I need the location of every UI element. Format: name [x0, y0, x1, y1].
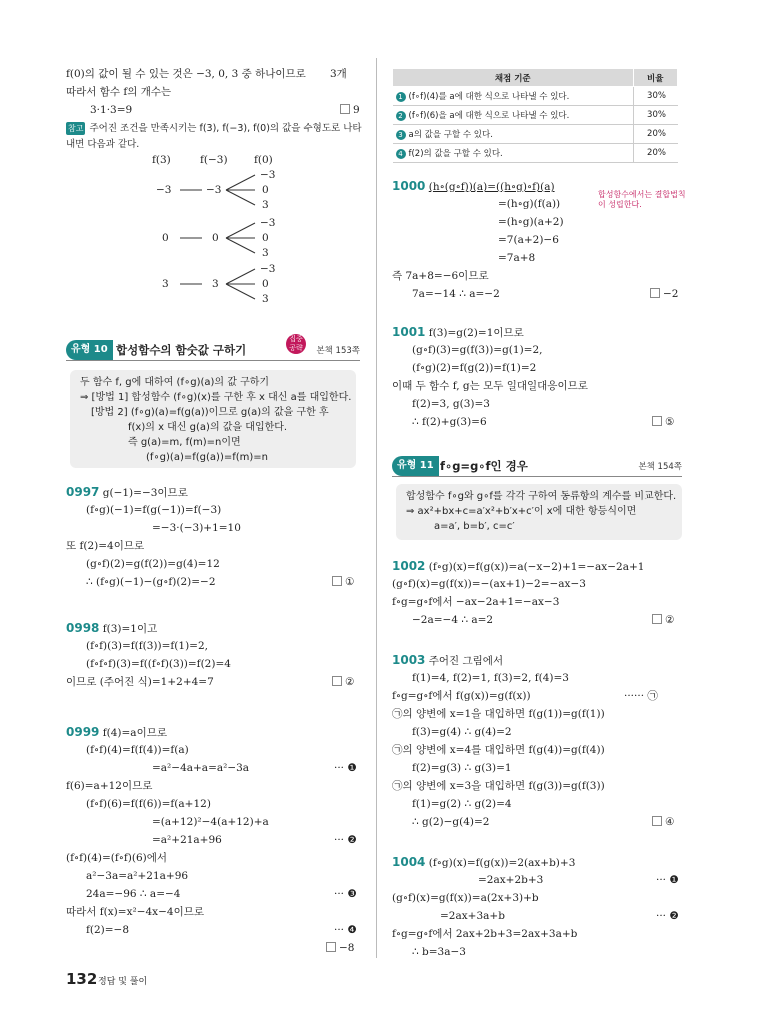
step-mark: ··· ❷ — [334, 834, 357, 846]
tree-node: 0 — [212, 232, 219, 244]
problem-number: 0999 — [66, 725, 100, 739]
tree-node: 3 — [212, 278, 219, 290]
tree-leaf: 0 — [262, 278, 269, 290]
table-row: 3 a의 값을 구할 수 있다. 20% — [393, 125, 678, 144]
type-badge: 유형 10 — [66, 340, 113, 360]
solution-line: (g∘f)(x)=g(f(x))=a(2x+3)+b — [392, 892, 539, 904]
solution-line: a²−3a=a²+21a+96 — [86, 870, 189, 882]
answer-icon — [652, 816, 662, 826]
tree-leaf: −3 — [260, 217, 276, 229]
solution-line: ㉠의 양변에 x=4를 대입하면 f(g(4))=g(f(4)) — [392, 744, 605, 756]
type-11-header — [392, 456, 682, 476]
table-header: 비율 — [633, 69, 678, 87]
tree-leaf: 0 — [262, 184, 269, 196]
tip-line: (f∘g)(a)=f(g(a))=f(m)=n — [146, 452, 269, 463]
solution-line: f(1)=4, f(2)=1, f(3)=2, f(4)=3 — [412, 672, 569, 684]
solution-line: (f∘f)(4)=(f∘f)(6)에서 — [66, 852, 168, 864]
tip-line: 즉 g(a)=m, f(m)=n이면 — [128, 437, 241, 448]
note-line-2: 내면 다음과 같다. — [66, 139, 140, 150]
equation-mark: ······ ㉠ — [624, 690, 658, 702]
tree-node: −3 — [206, 184, 222, 196]
problem-number: 1001 — [392, 325, 426, 339]
step-mark: ··· ❶ — [656, 874, 679, 886]
solution-line: ∴ g(2)−g(4)=2 — [412, 816, 490, 828]
solution-line: (f∘f∘f)(3)=f((f∘f)(3))=f(2)=4 — [86, 658, 231, 670]
solution-line: 7a=−14 ∴ a=−2 — [412, 288, 500, 300]
solution-line: 따라서 f(x)=x²−4x−4이므로 — [66, 906, 205, 918]
answer-0997: ① — [332, 576, 354, 588]
intro-line-3: 3·1·3=9 — [90, 104, 133, 116]
solution-line: =(h∘g)(f(a)) — [498, 198, 561, 210]
table-row: 4 f(2)의 값을 구할 수 있다. 20% — [393, 144, 678, 163]
type-10-header — [66, 335, 360, 360]
problem-number: 0997 — [66, 485, 100, 499]
tip-line: 두 함수 f, g에 대하여 (f∘g)(a)의 값 구하기 — [80, 377, 270, 388]
answer-icon — [332, 576, 342, 586]
solution-line: =(h∘g)(a+2) — [498, 216, 564, 228]
tip-line: ⇒ ax²+bx+c=a′x²+b′x+c′이 x에 대한 항등식이면 — [406, 506, 637, 517]
solution-line: f∘g=g∘f에서 f(g(x))=g(f(x)) — [392, 690, 531, 702]
solution-line: f(6)=a+12이므로 — [66, 780, 153, 792]
table-row: 2 (f∘f)(6)을 a에 대한 식으로 나타낼 수 있다. 30% — [393, 106, 678, 125]
column-divider — [376, 58, 377, 958]
solution-line: ㉠의 양변에 x=1을 대입하면 f(g(1))=g(f(1)) — [392, 708, 605, 720]
solution-line: ∴ f(2)+g(3)=6 — [412, 416, 487, 428]
tree-node: 3 — [162, 278, 169, 290]
solution-line: (g∘f)(3)=g(f(3))=g(1)=2, — [412, 344, 543, 356]
tree-node: −3 — [156, 184, 172, 196]
tree-header: f(3) — [152, 154, 171, 166]
tree-leaf: −3 — [260, 169, 276, 181]
tree-header: f(0) — [254, 154, 273, 166]
answer-icon — [652, 416, 662, 426]
note-tag: 참고 — [68, 124, 84, 133]
answer-icon — [326, 942, 336, 952]
type-10-tip-box — [70, 370, 356, 468]
solution-line: 즉 7a+8=−6이므로 — [392, 270, 489, 282]
solution-line: 24a=−96 ∴ a=−4 — [86, 888, 181, 900]
tree-leaf: 0 — [262, 232, 269, 244]
tip-line: 합성함수 f∘g와 g∘f를 각각 구하여 동류항의 계수를 비교한다. — [406, 491, 677, 502]
solution-line: (g∘f)(2)=g(f(2))=g(4)=12 — [86, 558, 220, 570]
solution-line: (f∘g)(−1)=f(g(−1))=f(−3) — [86, 504, 222, 516]
solution-line: 또 f(2)=4이므로 — [66, 540, 145, 552]
answer-intro: 9 — [340, 104, 360, 116]
solution-line: f(2)=3, g(3)=3 — [412, 398, 490, 410]
problem-number: 1000 — [392, 179, 426, 193]
step-mark: ··· ❷ — [656, 910, 679, 922]
answer-1000: −2 — [650, 288, 678, 300]
solution-line: (f∘g)(2)=f(g(2))=f(1)=2 — [412, 362, 537, 374]
tree-leaf: 3 — [262, 293, 269, 305]
type-title: f∘g=g∘f인 경우 — [440, 459, 528, 473]
tree-leaf: 3 — [262, 199, 269, 211]
problem-number: 0998 — [66, 621, 100, 635]
solution-line: (f∘f)(4)=f(f(4))=f(a) — [86, 744, 189, 756]
answer-0998: ② — [332, 676, 354, 688]
type-badge: 유형 11 — [392, 456, 439, 476]
footer-label: 정답 및 풀이 — [98, 977, 148, 987]
solution-line: ∴ b=3a−3 — [412, 946, 466, 958]
answer-1003: ④ — [652, 816, 674, 828]
table-header: 채점 기준 — [393, 69, 634, 87]
tree-node: 0 — [162, 232, 169, 244]
solution-line: =a²−4a+a=a²−3a — [152, 762, 250, 774]
table-row: 1 (f∘f)(4)를 a에 대한 식으로 나타낼 수 있다. 30% — [393, 87, 678, 106]
solution-line: =2ax+2b+3 — [478, 874, 544, 886]
tip-line: ⇒ [방법 1] 합성함수 (f∘g)(x)를 구한 후 x 대신 a를 대입한다. — [80, 392, 352, 403]
step-mark: ··· ❶ — [334, 762, 357, 774]
type-title: 합성함수의 함숫값 구하기 — [116, 343, 247, 357]
problem-number: 1004 — [392, 855, 426, 869]
solution-line: f∘g=g∘f에서 2ax+2b+3=2ax+3a+b — [392, 928, 578, 940]
annotation-note: 합성함수에서는 결합법칙 이 성립한다. — [598, 190, 686, 209]
intro-count: 3개 — [330, 68, 347, 80]
problem-number: 1003 — [392, 653, 426, 667]
answer-icon — [332, 676, 342, 686]
answer-icon — [652, 614, 662, 624]
solution-line: ∴ (f∘g)(−1)−(g∘f)(2)=−2 — [86, 576, 216, 588]
step-mark: ··· ❸ — [334, 888, 357, 900]
tree-leaf: 3 — [262, 247, 269, 259]
tree-lines — [0, 0, 380, 320]
solution-line: f∘g=g∘f에서 −ax−2a+1=−ax−3 — [392, 596, 560, 608]
scoring-table — [392, 68, 678, 163]
focus-badge: 집중 공략 — [286, 334, 306, 354]
book-ref: 본책 153쪽 — [316, 346, 360, 356]
intro-line-1: f(0)의 값이 될 수 있는 것은 −3, 0, 3 중 하나이므로 — [66, 68, 306, 80]
page-number: 132 — [66, 970, 98, 988]
solution-line: f(2)=g(3) ∴ g(3)=1 — [412, 762, 512, 774]
solution-line: f(3)=g(4) ∴ g(4)=2 — [412, 726, 512, 738]
tree-leaf: −3 — [260, 263, 276, 275]
solution-line: −2a=−4 ∴ a=2 — [412, 614, 494, 626]
answer-0999: −8 — [326, 942, 354, 954]
solution-line: =7a+8 — [498, 252, 536, 264]
solution-line: =2ax+3a+b — [440, 910, 505, 922]
solution-line: ㉠의 양변에 x=3을 대입하면 f(g(3))=g(f(3)) — [392, 780, 605, 792]
intro-line-2: 따라서 함수 f의 개수는 — [66, 86, 172, 98]
tip-line: f(x)의 x 대신 g(a)의 값을 대입한다. — [128, 422, 288, 433]
note-line-1: 참고 주어진 조건을 만족시키는 f(3), f(−3), f(0)의 값을 수형도로 나타 — [68, 123, 362, 134]
answer-1002: ② — [652, 614, 674, 626]
solution-line: =−3·(−3)+1=10 — [152, 522, 241, 534]
solution-line: (f∘f)(3)=f(f(3))=f(1)=2, — [86, 640, 208, 652]
solution-line: 이므로 (주어진 식)=1+2+4=7 — [66, 676, 214, 688]
answer-1001: ⑤ — [652, 416, 674, 428]
type-11-tip-box — [396, 484, 682, 540]
solution-line: =(a+12)²−4(a+12)+a — [152, 816, 269, 828]
solution-line: =7(a+2)−6 — [498, 234, 559, 246]
solution-line: (f∘f)(6)=f(f(6))=f(a+12) — [86, 798, 211, 810]
solution-line: 이때 두 함수 f, g는 모두 일대일대응이므로 — [392, 380, 588, 392]
tip-line: [방법 2] (f∘g)(a)=f(g(a))이므로 g(a)의 값을 구한 후 — [91, 407, 329, 418]
tip-line: a=a′, b=b′, c=c′ — [434, 521, 515, 532]
book-ref: 본책 154쪽 — [638, 462, 682, 472]
solution-line: (g∘f)(x)=g(f(x))=−(ax+1)−2=−ax−3 — [392, 578, 586, 590]
step-mark: ··· ❹ — [334, 924, 357, 936]
solution-line: f(2)=−8 — [86, 924, 130, 936]
tree-header: f(−3) — [200, 154, 228, 166]
solution-line: =a²+21a+96 — [152, 834, 222, 846]
problem-number: 1002 — [392, 559, 426, 573]
solution-line: f(1)=g(2) ∴ g(2)=4 — [412, 798, 512, 810]
answer-icon — [650, 288, 660, 298]
